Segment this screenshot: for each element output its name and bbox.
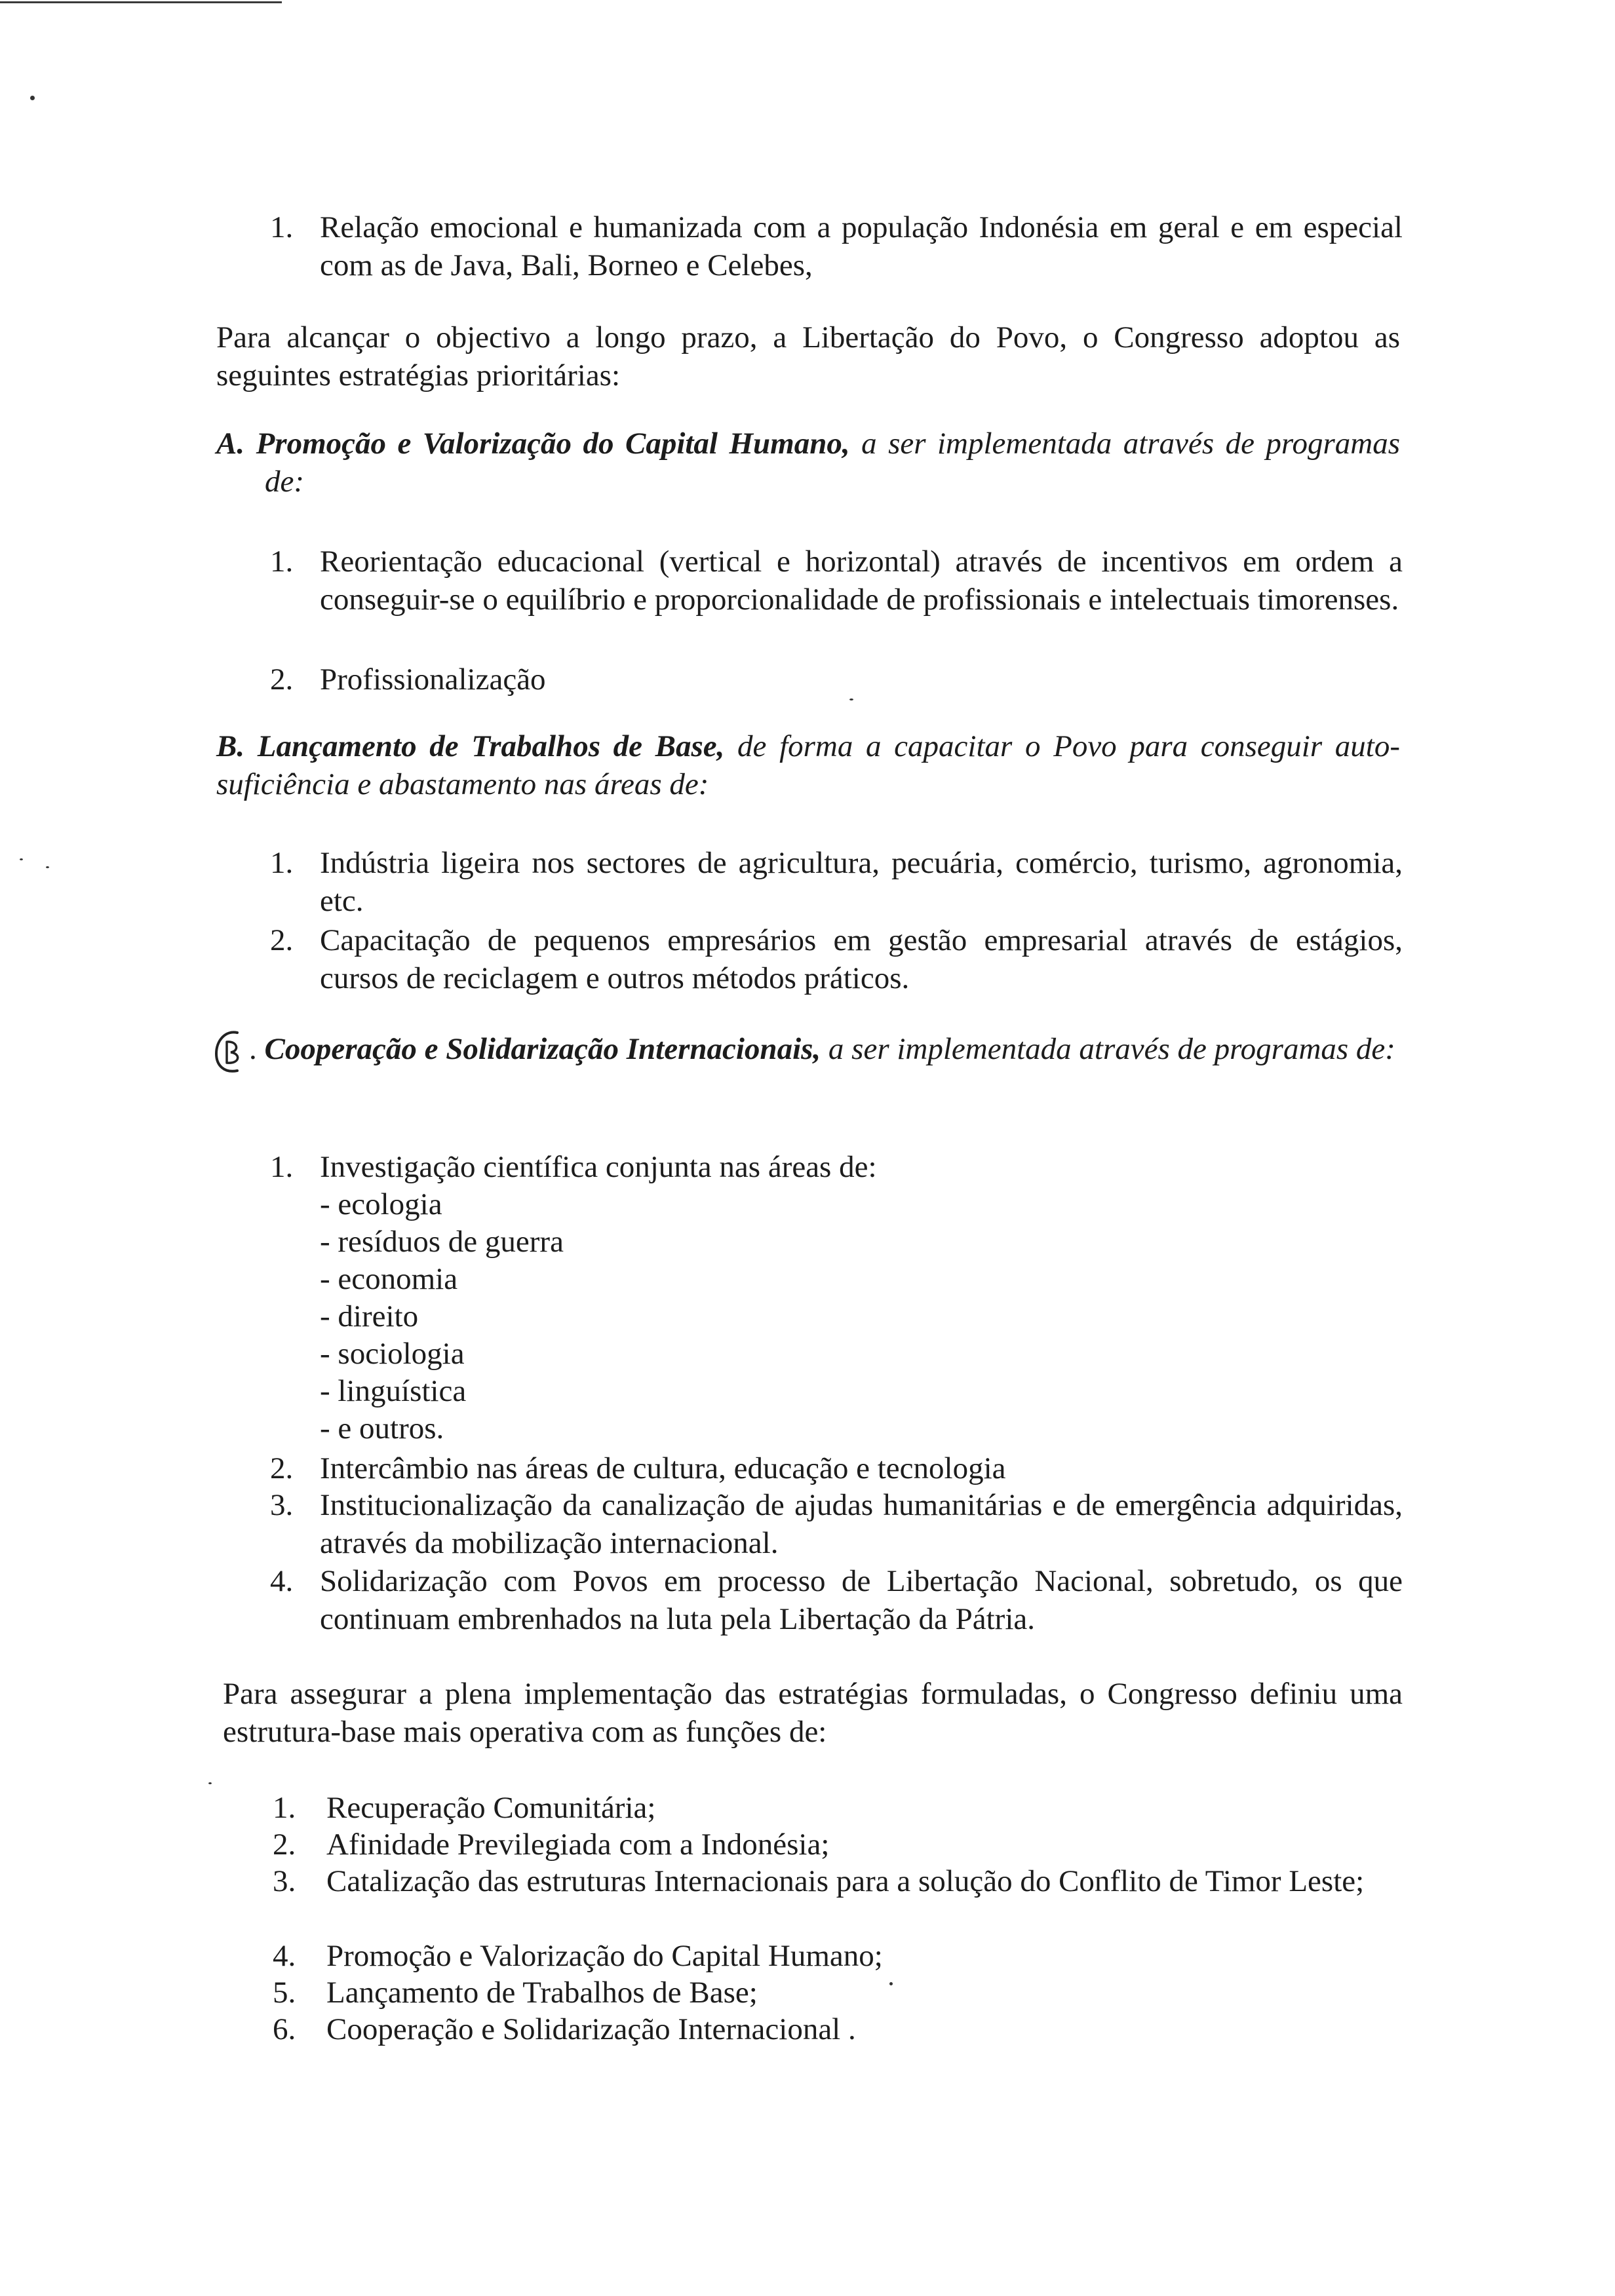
handwritten-circle-mark [211, 1027, 249, 1077]
heading-dot: . [249, 1032, 265, 1066]
function-item [273, 1974, 1405, 2013]
list-text: Reorientação educacional (vertical e horizontal) através de incentivos em ordem a conseguir-se o equilíbrio e proporcionalidade de profissionais e intelectuais timorenses. [320, 545, 1403, 617]
list-text: Lançamento de Trabalhos de Base; [326, 1976, 758, 2010]
section-c-item [270, 1449, 1403, 1489]
function-item [273, 2010, 1405, 2050]
research-areas-list [320, 1186, 975, 1447]
list-text: Cooperação e Solidarização Internacional . [326, 2012, 856, 2046]
section-a-item [270, 543, 1403, 660]
function-item [273, 1789, 1405, 1828]
research-area: - ecologia [320, 1187, 442, 1221]
list-number: 3. [270, 1488, 294, 1522]
list-number: 1. [270, 210, 294, 244]
list-text: Institucionalização da canalização de ajudas humanitárias e de emergência adquiridas, através da mobilização internacional. [320, 1488, 1403, 1560]
list-number: 2. [270, 1451, 294, 1485]
list-number: 4. [270, 1564, 294, 1598]
list-text: Solidarização com Povos em processo de Libertação Nacional, sobretudo, os que continuam embrenhados na luta pela Libertação da Pátria. [320, 1564, 1403, 1636]
function-item [273, 1937, 1405, 1976]
strategies-intro-paragraph: Para alcançar o objectivo a longo prazo, a Libertação do Povo, o Congresso adoptou as seguintes estratégias prioritárias: [216, 320, 1400, 392]
list-number: 1. [270, 545, 294, 579]
research-area: - e outros. [320, 1411, 444, 1445]
research-area: - direito [320, 1299, 419, 1333]
list-text: Catalização das estruturas Internacionais para a solução do Conflito de Timor Leste; [326, 1864, 1365, 1898]
section-c-title: Cooperação e Solidarização Internacionais, [264, 1032, 821, 1066]
section-b-item [270, 844, 1403, 923]
section-b-item [270, 921, 1403, 1000]
list-text: Relação emocional e humanizada com a população Indonésia em geral e em especial com as de Java, Bali, Borneo e Celebes, [320, 210, 1403, 282]
list-number: 5. [273, 1976, 296, 2010]
list-text: Capacitação de pequenos empresários em gestão empresarial através de estágios, cursos de reciclagem e outros métodos práticos. [320, 923, 1403, 995]
section-b-description: de forma a capacitar o Povo para conseguir auto- suficiência e abastamento nas áreas de: [216, 729, 1400, 801]
structure-intro-paragraph: Para assegurar a plena implementação das estratégias formuladas, o Congresso definiu uma estrutura-base mais operativa com as funções de: [223, 1677, 1403, 1749]
section-a-heading [216, 425, 1400, 501]
function-item [273, 1862, 1405, 1941]
section-c-heading [249, 1030, 1400, 1068]
section-a-title: A. Promoção e Valorização do Capital Humano, [216, 427, 850, 461]
list-text: Intercâmbio nas áreas de cultura, educação e tecnologia [320, 1451, 1006, 1485]
function-item [273, 1826, 1405, 1865]
list-number: 2. [273, 1827, 296, 1862]
list-text: Profissionalização [320, 662, 546, 697]
research-area: - resíduos de guerra [320, 1225, 564, 1259]
section-b-heading [216, 727, 1400, 803]
section-c-description: a ser implementada através de programas de: [821, 1032, 1395, 1066]
list-number: 3. [273, 1864, 296, 1898]
list-text: Investigação científica conjunta nas áreas de: [320, 1150, 877, 1184]
section-b-title: B. Lançamento de Trabalhos de Base, [216, 729, 725, 763]
list-text: Indústria ligeira nos sectores de agricultura, pecuária, comércio, turismo, agronomia, etc. [320, 846, 1403, 918]
list-number: 6. [273, 2012, 296, 2046]
research-area: - linguística [320, 1374, 467, 1408]
intro-list-item [270, 208, 1403, 287]
section-c-item [270, 1562, 1403, 1641]
list-number: 1. [273, 1791, 296, 1825]
list-number: 2. [270, 662, 294, 697]
list-text: Recuperação Comunitária; [326, 1791, 656, 1825]
list-text: Promoção e Valorização do Capital Humano; [326, 1939, 883, 1973]
section-c-item [270, 1148, 1403, 1187]
research-area: - economia [320, 1262, 458, 1296]
list-number: 4. [273, 1939, 296, 1973]
research-area: - sociologia [320, 1337, 465, 1371]
list-number: 2. [270, 923, 294, 957]
list-text: Afinidade Previlegiada com a Indonésia; [326, 1827, 830, 1862]
section-a-item [270, 660, 1403, 700]
section-c-item [270, 1486, 1403, 1565]
list-number: 1. [270, 1150, 294, 1184]
section-a-description: a ser implementada através de programas de: [265, 427, 1401, 499]
list-number: 1. [270, 846, 294, 880]
